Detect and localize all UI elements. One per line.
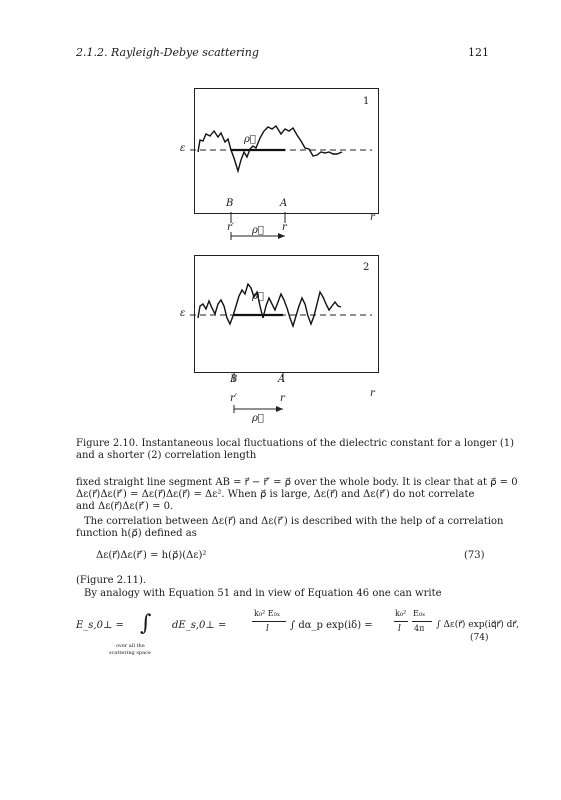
equation-74-integral-1: ∫ bbox=[140, 611, 152, 636]
equation-74-term-1: dE_s,0⊥ = bbox=[172, 620, 227, 631]
figure-caption-line-1: Figure 2.10. Instantaneous local fluctuations of the dielectric constant for a longer (1) bbox=[76, 438, 515, 449]
panel1-point-a: A bbox=[280, 198, 288, 209]
panel1-epsilon-label: ε bbox=[180, 143, 186, 154]
page-number: 121 bbox=[468, 46, 489, 59]
panel2-fluctuation-curve-overlay bbox=[198, 284, 341, 326]
equation-73: Δε(r⃗)Δε(r⃗′) = h(ρ⃗)(Δε)² bbox=[96, 550, 207, 561]
panel2-rho-arrow-label: ρ⃗ bbox=[252, 413, 264, 424]
paragraph-1-line-1: fixed straight line segment AB = r⃗ − r⃗′ = ρ⃗ over the whole body. It is clear that at ρ⃗ = 0 bbox=[76, 477, 518, 488]
paragraph-3-line-2: By analogy with Equation 51 and in view of Equation 46 one can write bbox=[84, 588, 442, 599]
panel2-r-axis-label: r bbox=[370, 388, 375, 399]
panel2-epsilon-label: ε bbox=[180, 308, 186, 319]
figure-caption-line-2: and a shorter (2) correlation length bbox=[76, 450, 257, 461]
panel2-r-prime: r′ bbox=[230, 393, 238, 404]
equation-74-number: (74) bbox=[470, 633, 489, 643]
panel1-point-b: B bbox=[226, 198, 234, 209]
equation-74-fraction-1-numerator: k₀² E₀ₓ bbox=[254, 609, 281, 618]
equation-74-fraction-2b-numerator: E₀ₓ bbox=[413, 609, 426, 618]
equation-74-fraction-2a-bar bbox=[394, 621, 408, 622]
equation-74-fraction-1-denominator: l bbox=[266, 624, 269, 634]
running-header-section: 2.1.2. Rayleigh-Debye scattering bbox=[76, 46, 259, 59]
equation-74-term-2: ∫ dα_p exp(iδ) = bbox=[290, 620, 373, 631]
paragraph-2-line-2: function h(ρ⃗) defined as bbox=[76, 528, 197, 539]
panel1-label: 1 bbox=[363, 96, 370, 107]
paragraph-2-line-1: The correlation between Δε(r⃗) and Δε(r⃗′) is described with the help of a correlation bbox=[84, 516, 504, 527]
paragraph-3-line-1: (Figure 2.11). bbox=[76, 575, 147, 586]
equation-74-fraction-2b-bar bbox=[412, 621, 432, 622]
equation-74-integral-domain-line-1: over all the bbox=[116, 643, 145, 649]
panel2-point-a: A bbox=[278, 374, 286, 385]
panel1-r-axis-label: r bbox=[370, 212, 375, 223]
equation-74-fraction-2a-denominator: l bbox=[398, 624, 401, 634]
panel1-r: r bbox=[282, 222, 287, 233]
equation-74-term-3: ∫ Δε(r⃗) exp(iq⃗r⃗) dr⃗, bbox=[436, 620, 519, 630]
panel2-label: 2 bbox=[363, 262, 370, 273]
equation-74-fraction-2b-denominator: 4π bbox=[414, 624, 425, 633]
panel1-r-prime: r′ bbox=[227, 222, 235, 233]
panel2-point-b: B bbox=[230, 374, 238, 385]
panel2-rho-label: ρ⃗ bbox=[252, 291, 264, 302]
paragraph-1-line-3: and Δε(r⃗)Δε(r⃗′) = 0. bbox=[76, 501, 174, 512]
panel1-rho-arrow-label: ρ⃗ bbox=[252, 225, 264, 236]
equation-73-number: (73) bbox=[464, 550, 485, 561]
panel1-rho-label: ρ⃗ bbox=[244, 134, 256, 145]
panel2-r: r bbox=[280, 393, 285, 404]
equation-74-integral-domain-line-2: scattering space bbox=[109, 650, 151, 656]
paragraph-1-line-2: Δε(r⃗)Δε(r⃗′) = Δε(r⃗)Δε(r⃗) = Δε². When ρ⃗ is large, Δε(r⃗) and Δε(r⃗′) do not correlate bbox=[76, 489, 475, 500]
equation-74-lhs: E_s,0⊥ = bbox=[76, 620, 124, 631]
equation-74-fraction-2a-numerator: k₀² bbox=[395, 609, 407, 618]
equation-74-fraction-1-bar bbox=[252, 621, 286, 622]
